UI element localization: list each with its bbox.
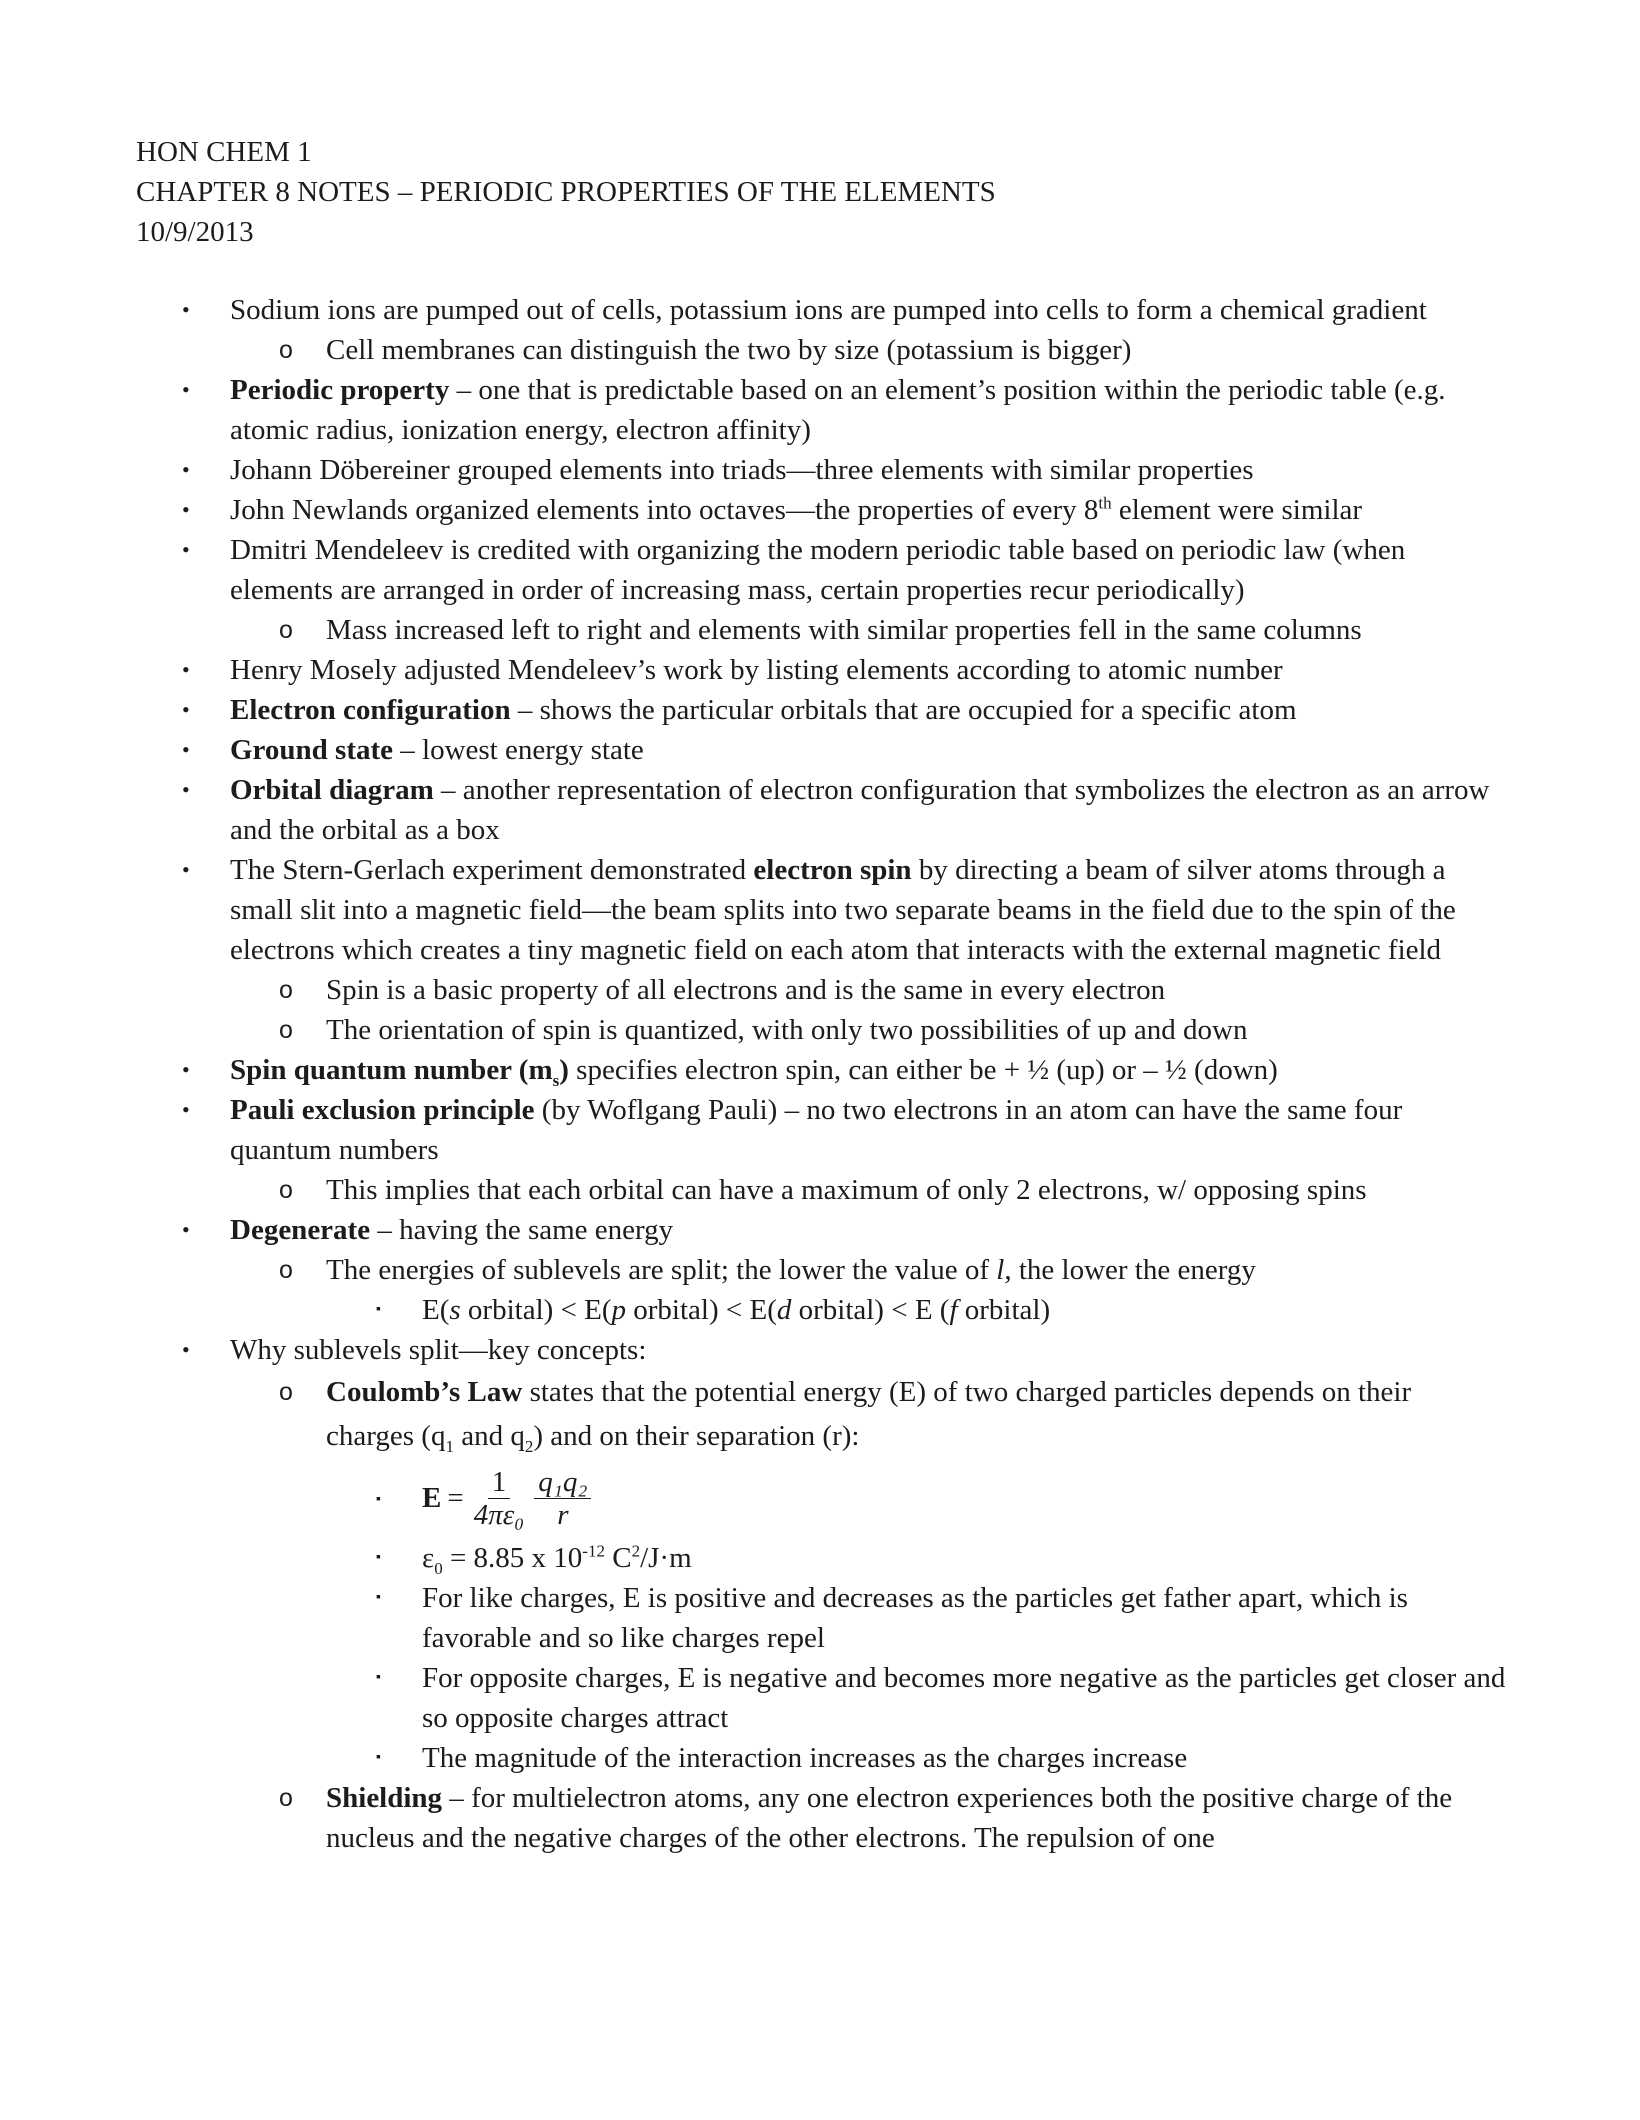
sub-list-item	[136, 1250, 1506, 1290]
term: Shielding	[326, 1782, 443, 1814]
bullet-marker: •	[182, 457, 190, 482]
square-marker: ▪	[376, 1590, 381, 1605]
term: Pauli exclusion principle	[230, 1094, 535, 1126]
sub-sub-list-item	[136, 1538, 1506, 1578]
term: Spin quantum number $(m_s)$	[230, 1054, 569, 1090]
notes-content	[136, 290, 1506, 1858]
item-text: – one that is predictable based on an element’s position within the periodic table (e.g. atomic radius, ionization energy, electron affinity)	[230, 374, 1446, 446]
sub-list-item	[136, 1170, 1506, 1210]
item-text: Spin is a basic property of all electrons and is the same in every electron	[326, 974, 1166, 1006]
bullet-marker: •	[182, 697, 190, 722]
italic-variable: l	[996, 1254, 1005, 1286]
item-text: The energies of sublevels are split; the lower the value of	[326, 1254, 997, 1286]
sub-sub-list-item	[136, 1578, 1506, 1658]
bullet-marker: •	[182, 297, 190, 322]
item-text: Mass increased left to right and elements with similar properties fell in the same columns	[326, 614, 1362, 646]
circle-marker: o	[279, 1378, 293, 1406]
bullet-marker: •	[182, 777, 190, 802]
square-marker: ▪	[376, 1550, 381, 1565]
fraction-charges: $\frac{\text{q₁q₂}}{r}$	[534, 1466, 591, 1531]
circle-marker: o	[279, 616, 293, 644]
document-date: 10/9/2013	[136, 216, 254, 248]
bullet-marker: •	[182, 1337, 190, 1362]
item-text: Johann Döbereiner grouped elements into triads—three elements with similar properties	[230, 454, 1254, 486]
chapter-title: CHAPTER 8 NOTES – PERIODIC PROPERTIES OF THE ELEMENTS	[136, 176, 996, 208]
item-text: The orientation of spin is quantized, with only two possibilities of up and down	[326, 1014, 1248, 1046]
sub-sub-list-item	[136, 1738, 1506, 1778]
coulomb-formula: E = $\frac{1}{\text{4πε₀}}$ $\frac{\text{q₁q₂}}{r}$	[422, 1466, 591, 1531]
course-title: HON CHEM 1	[136, 136, 312, 168]
list-item	[136, 650, 1506, 690]
list-item	[136, 1210, 1506, 1250]
term: Degenerate	[230, 1214, 371, 1246]
list-item	[136, 1090, 1506, 1170]
circle-marker: o	[279, 976, 293, 1004]
item-text: Henry Mosely adjusted Mendeleev’s work by listing elements according to atomic number	[230, 654, 1283, 686]
circle-marker: o	[279, 336, 293, 364]
item-text: (by Woflgang Pauli) – no two electrons in an atom can have the same four quantum numbers	[230, 1094, 1403, 1166]
item-text: This implies that each orbital can have a maximum of only 2 electrons, w/ opposing spins	[326, 1174, 1367, 1206]
list-item	[136, 690, 1506, 730]
list-item	[136, 770, 1506, 850]
item-text: ) and on their separation (r):	[533, 1420, 860, 1452]
item-text: states that the potential energy (E) of two charged particles depends on their charges (q	[326, 1376, 1412, 1452]
item-text: specifies electron spin, can either be + ½ (up) or – ½ (down)	[568, 1054, 1278, 1086]
item-text: The magnitude of the interaction increases as the charges increase	[422, 1742, 1188, 1774]
item-text: , the lower the energy	[1004, 1254, 1256, 1286]
term: Electron configuration	[230, 694, 511, 726]
list-item	[136, 490, 1506, 530]
item-text: – shows the particular orbitals that are occupied for a specific atom	[510, 694, 1297, 726]
item-text: – for multielectron atoms, any one electron experiences both the positive charge of the nucleus and the negative charges of the other electrons. The repulsion of one	[326, 1782, 1453, 1854]
square-marker: ▪	[376, 1670, 381, 1685]
bullet-marker: •	[182, 657, 190, 682]
sub-list-item	[136, 330, 1506, 370]
item-text: – another representation of electron configuration that symbolizes the electron as an arrow and the orbital as a box	[230, 774, 1490, 846]
item-text: For like charges, E is positive and decreases as the particles get father apart, which is favorable and so like charges repel	[422, 1582, 1408, 1654]
permittivity-constant: $\varepsilon_0 = 8.85$ x $10^{-12}$ $C^2/J\cdot m$	[422, 1541, 692, 1578]
sub-list-item	[136, 610, 1506, 650]
list-item	[136, 450, 1506, 490]
list-item	[136, 730, 1506, 770]
sub-list-item	[136, 1370, 1506, 1458]
inequality: E(s orbital) < E(p orbital) < E(d orbital) < E (f orbital)	[422, 1294, 1051, 1326]
term: Ground state	[230, 734, 394, 766]
term: Coulomb’s Law	[326, 1376, 523, 1408]
square-marker: ▪	[376, 1492, 381, 1507]
fraction-constant: $\frac{1}{\text{4πε₀}}$	[473, 1465, 525, 1531]
sub-list-item	[136, 970, 1506, 1010]
item-text: John Newlands organized elements into octaves—the properties of every 8	[230, 494, 1099, 526]
formula-item	[136, 1458, 1506, 1538]
sub-list-item	[136, 1010, 1506, 1050]
bullet-marker: •	[182, 497, 190, 522]
square-marker: ▪	[376, 1302, 381, 1317]
superscript: th	[1098, 493, 1112, 513]
sub-sub-list-item	[136, 1290, 1506, 1330]
circle-marker: o	[279, 1176, 293, 1204]
term: Orbital diagram	[230, 774, 434, 806]
item-text: – lowest energy state	[393, 734, 644, 766]
bullet-marker: •	[182, 377, 190, 402]
bullet-marker: •	[182, 1057, 190, 1082]
bullet-marker: •	[182, 537, 190, 562]
item-text: Why sublevels split—key concepts:	[230, 1334, 647, 1366]
list-item	[136, 1330, 1506, 1370]
list-item	[136, 530, 1506, 610]
circle-marker: o	[279, 1016, 293, 1044]
item-text: and q	[453, 1420, 525, 1452]
term: electron spin	[753, 854, 912, 886]
list-item	[136, 290, 1506, 330]
subscript: s	[552, 1070, 560, 1090]
list-item	[136, 1050, 1506, 1090]
document-header	[136, 132, 996, 252]
bullet-marker: •	[182, 857, 190, 882]
square-marker: ▪	[376, 1750, 381, 1765]
item-text: Cell membranes can distinguish the two by size (potassium is bigger)	[326, 334, 1132, 366]
subscript: 2	[524, 1436, 534, 1456]
item-text: by directing a beam of silver atoms through a small slit into a magnetic field—the beam splits into two separate beams in the field due to the spin of the electrons which creates a tiny magnetic field on each atom that interacts with the external magnetic field	[230, 854, 1456, 966]
list-item	[136, 370, 1506, 450]
bullet-marker: •	[182, 737, 190, 762]
term: Periodic property	[230, 374, 450, 406]
item-text: For opposite charges, E is negative and becomes more negative as the particles get closer and so opposite charges attract	[422, 1662, 1506, 1734]
sub-list-item	[136, 1778, 1506, 1858]
item-text: The Stern-Gerlach experiment demonstrated	[230, 854, 754, 886]
item-text: Dmitri Mendeleev is credited with organizing the modern periodic table based on periodic law (when elements are arranged in order of increasing mass, certain properties recur periodically)	[230, 534, 1406, 606]
item-text: element were similar	[1111, 494, 1363, 526]
list-item	[136, 850, 1506, 970]
circle-marker: o	[279, 1784, 293, 1812]
sub-sub-list-item	[136, 1658, 1506, 1738]
circle-marker: o	[279, 1256, 293, 1284]
item-text: – having the same energy	[370, 1214, 674, 1246]
notes-list	[136, 290, 1506, 1858]
subscript: 1	[445, 1436, 454, 1456]
bullet-marker: •	[182, 1097, 190, 1122]
bullet-marker: •	[182, 1217, 190, 1242]
item-text: Sodium ions are pumped out of cells, potassium ions are pumped into cells to form a chemical gradient	[230, 294, 1427, 326]
